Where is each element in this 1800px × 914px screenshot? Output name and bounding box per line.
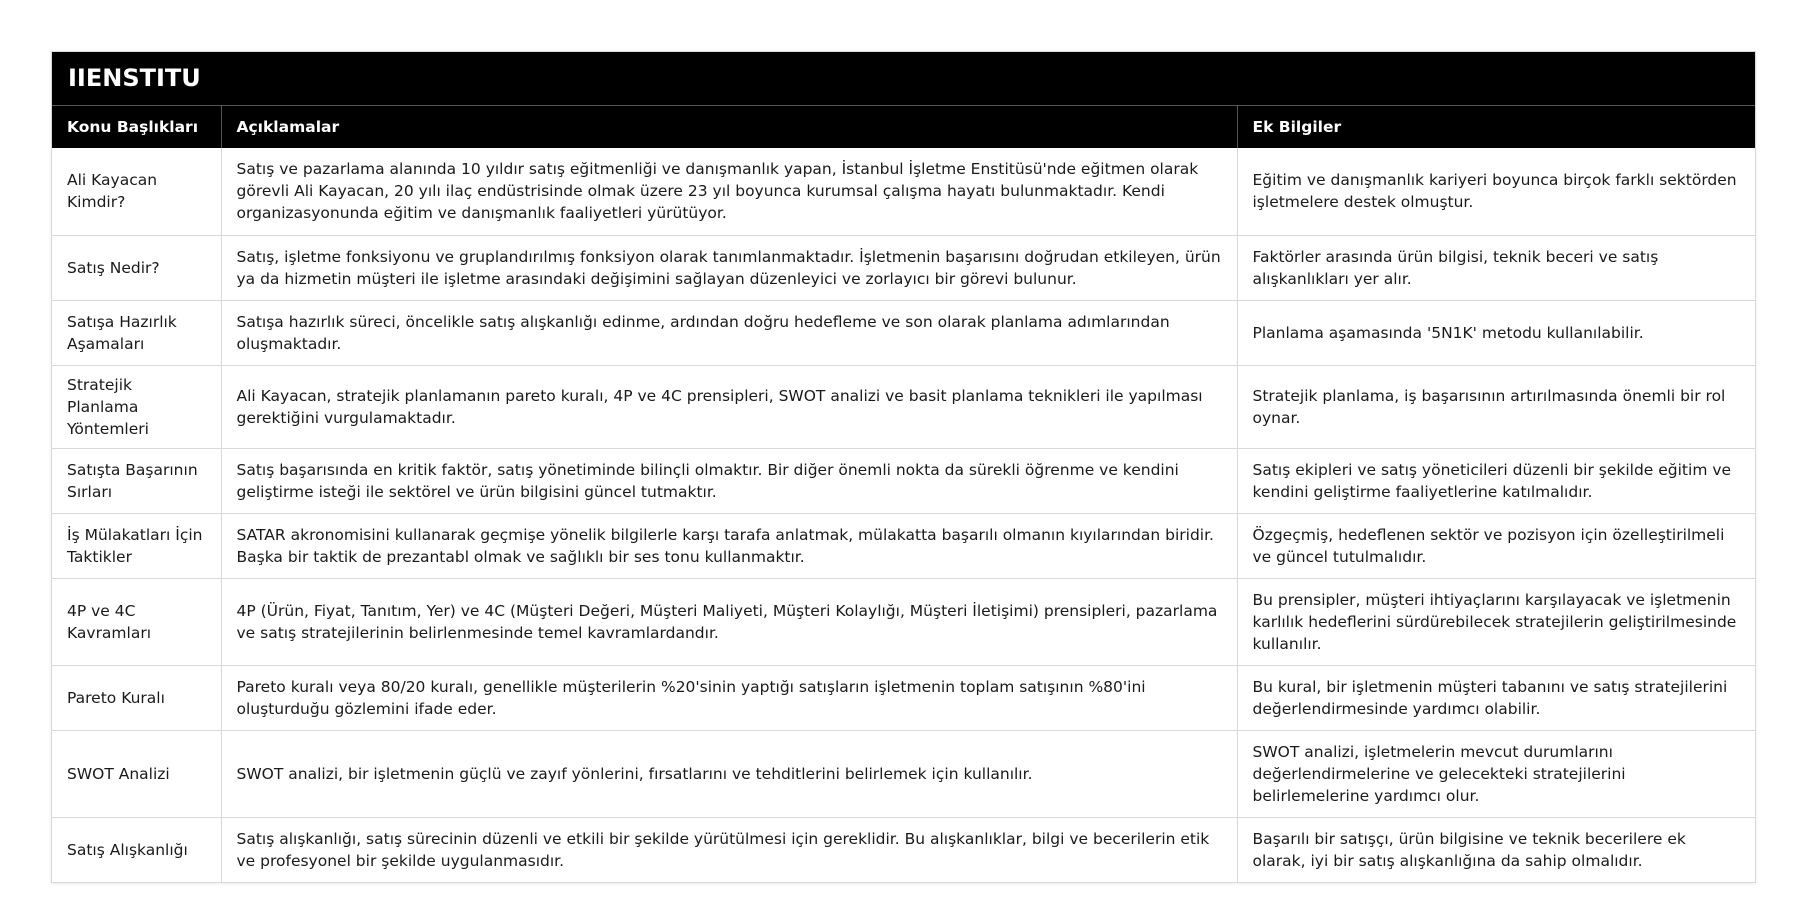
description-cell: Ali Kayacan, stratejik planlamanın pareto kuralı, 4P ve 4C prensipleri, SWOT analizi ve basit planlama teknikleri ile yapılması gerektiğini vurgulamaktadır. (221, 365, 1237, 448)
description-cell: Satış, işletme fonksiyonu ve gruplandırılmış fonksiyon olarak tanımlanmaktadır. İşletmenin başarısını doğrudan etkileyen, ürün ya da hizmetin müşteri ile işletme arasındaki değişimini sağlayan düzenleyici ve zorlayıcı bir görevi bulunur. (221, 235, 1237, 300)
extra-cell: Bu prensipler, müşteri ihtiyaçlarını karşılayacak ve işletmenin karlılık hedeflerini sürdürebilecek stratejilerin geliştirilmesinde kullanılır. (1237, 578, 1755, 665)
extra-cell: Başarılı bir satışçı, ürün bilgisine ve teknik becerilere ek olarak, iyi bir satış alışkanlığına da sahip olmalıdır. (1252, 829, 1686, 870)
header-row (52, 106, 1755, 148)
extra-cell: Eğitim ve danışmanlık kariyeri boyunca birçok farklı sektörden işletmelere destek olmuştur. (1237, 148, 1755, 235)
topic-cell: Satışta Başarının Sırları (52, 448, 221, 513)
topic-cell: Satış Nedir? (52, 235, 221, 300)
table-row (52, 365, 1755, 448)
topic-cell: Pareto Kuralı (52, 665, 221, 730)
table-row (52, 448, 1755, 513)
table-row (52, 730, 1755, 817)
description-cell: 4P (Ürün, Fiyat, Tanıtım, Yer) ve 4C (Müşteri Değeri, Müşteri Maliyeti, Müşteri Kolaylığı, Müşteri İletişimi) prensipleri, pazarlama ve satış stratejilerinin belirlenmesinde temel kavramlardandır. (221, 578, 1237, 665)
table-row (52, 235, 1755, 300)
header-topics: Konu Başlıkları (52, 106, 221, 148)
description-cell: Satış alışkanlığı, satış sürecinin düzenli ve etkili bir şekilde yürütülmesi için gereklidir. Bu alışkanlıklar, bilgi ve becerilerin etik ve profesyonel bir şekilde uygulanmasıdır. (221, 817, 1237, 882)
extra-cell: Stratejik planlama, iş başarısının artırılmasında önemli bir rol oynar. (1237, 365, 1755, 448)
table-row (52, 513, 1755, 578)
extra-cell: Faktörler arasında ürün bilgisi, teknik beceri ve satış alışkanlıkları yer alır. (1237, 235, 1755, 300)
topic-cell: 4P ve 4C Kavramları (52, 578, 221, 665)
table-row (52, 578, 1755, 665)
table-row (52, 148, 1755, 235)
content-table (52, 106, 1755, 882)
topic-cell: İş Mülakatları İçin Taktikler (52, 513, 221, 578)
description-cell: Satışa hazırlık süreci, öncelikle satış alışkanlığı edinme, ardından doğru hedefleme ve son olarak planlama adımlarından oluşmaktadır. (221, 300, 1237, 365)
description-cell: Satış başarısında en kritik faktör, satış yönetiminde bilinçli olmaktır. Bir diğer önemli nokta da sürekli öğrenme ve kendini geliştirme isteği ile sektörel ve ürün bilgisini güncel tutmaktır. (221, 448, 1237, 513)
description-cell: Satış ve pazarlama alanında 10 yıldır satış eğitmenliği ve danışmanlık yapan, İstanbul İşletme Enstitüsü'nde eğitmen olarak görevli Ali Kayacan, 20 yılı ilaç endüstrisinde olmak üzere 23 yıl boyunca kurumsal çalışma hayatı bulunmaktadır. Kendi organizasyonunda eğitim ve danışmanlık faaliyetleri yürütüyor. (221, 148, 1237, 235)
header-descriptions: Açıklamalar (221, 106, 1237, 148)
topic-cell: Ali Kayacan Kimdir? (52, 148, 221, 235)
info-table (51, 51, 1756, 883)
topic-cell: Stratejik Planlama Yöntemleri (52, 365, 221, 448)
description-cell: Pareto kuralı veya 80/20 kuralı, genellikle müşterilerin %20'sinin yaptığı satışların işletmenin toplam satışının %80'ini oluşturduğu gözlemini ifade eder. (221, 665, 1237, 730)
table-row (52, 300, 1755, 365)
header-extra-info: Ek Bilgiler (1237, 106, 1755, 148)
topic-cell: SWOT Analizi (52, 730, 221, 817)
topic-cell: Satışa Hazırlık Aşamaları (52, 300, 221, 365)
extra-cell: SWOT analizi, işletmelerin mevcut durumlarını değerlendirmelerine ve gelecekteki stratejilerini belirlemelerine yardımcı olur. (1237, 730, 1755, 817)
table-title: IIENSTITU (52, 52, 1755, 106)
table-row (52, 665, 1755, 730)
description-cell: SATAR akronomisini kullanarak geçmişe yönelik bilgilerle karşı tarafa anlatmak, mülakatta başarılı olmanın kıyılarından biridir. Başka bir taktik de prezantabl olmak ve sağlıklı bir ses tonu kullanmaktır. (221, 513, 1237, 578)
topic-cell: Satış Alışkanlığı (52, 817, 221, 882)
table-row (52, 817, 1755, 882)
extra-cell: Planlama aşamasında '5N1K' metodu kullanılabilir. (1237, 300, 1755, 365)
extra-cell: Bu kural, bir işletmenin müşteri tabanını ve satış stratejilerini değerlendirmesinde yardımcı olabilir. (1237, 665, 1755, 730)
description-cell: SWOT analizi, bir işletmenin güçlü ve zayıf yönlerini, fırsatlarını ve tehditlerini belirlemek için kullanılır. (221, 730, 1237, 817)
extra-cell: Özgeçmiş, hedeflenen sektör ve pozisyon için özelleştirilmeli ve güncel tutulmalıdır. (1237, 513, 1755, 578)
extra-cell: Satış ekipleri ve satış yöneticileri düzenli bir şekilde eğitim ve kendini geliştirme faaliyetlerine katılmalıdır. (1237, 448, 1755, 513)
